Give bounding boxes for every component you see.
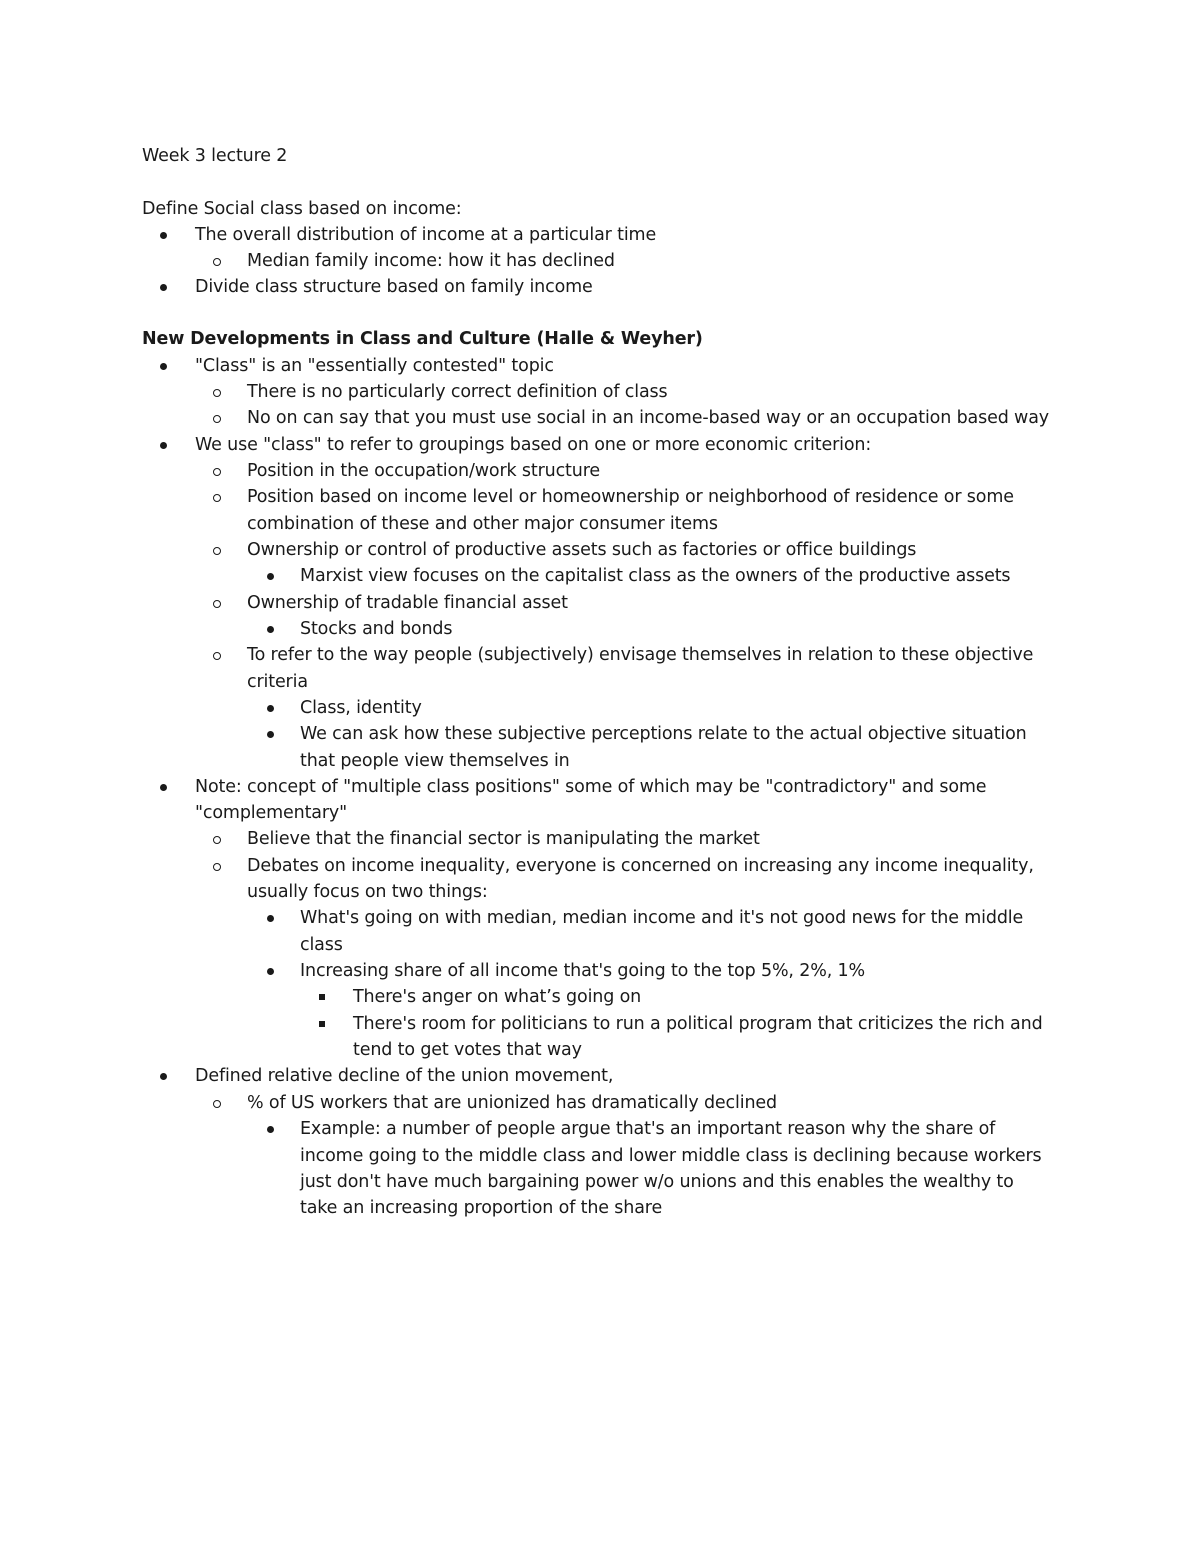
bullet-disc-icon	[160, 1073, 167, 1080]
list-item: Marxist view focuses on the capitalist class as the owners of the productive assets	[300, 566, 1011, 586]
bullet-disc-icon	[267, 915, 274, 922]
bullet-circle-icon	[213, 389, 221, 397]
bullet-circle-icon	[213, 468, 221, 476]
list-item: Ownership of tradable financial asset	[247, 593, 568, 613]
bullet-circle-icon	[213, 258, 221, 266]
bullet-circle-icon	[213, 600, 221, 608]
list-item: % of US workers that are unionized has dramatically declined	[247, 1093, 777, 1113]
list-item: Example: a number of people argue that's an important reason why the share of	[300, 1119, 996, 1139]
bullet-disc-icon	[267, 731, 274, 738]
bullet-disc-icon	[267, 573, 274, 580]
list-item: "Class" is an "essentially contested" topic	[195, 356, 554, 376]
list-item: To refer to the way people (subjectively) envisage themselves in relation to these objective	[247, 645, 1034, 665]
bullet-circle-icon	[213, 652, 221, 660]
list-item-continuation: criteria	[247, 672, 308, 692]
list-item-continuation: usually focus on two things:	[247, 882, 488, 902]
list-item-continuation: take an increasing proportion of the share	[300, 1198, 663, 1218]
list-item-continuation: that people view themselves in	[300, 751, 570, 771]
list-item: We use "class" to refer to groupings based on one or more economic criterion:	[195, 435, 872, 455]
bullet-circle-icon	[213, 547, 221, 555]
section-heading: Define Social class based on income:	[142, 199, 462, 219]
bullet-disc-icon	[267, 705, 274, 712]
list-item: No on can say that you must use social in an income-based way or an occupation based way	[247, 408, 1050, 428]
bullet-disc-icon	[267, 1126, 274, 1133]
bullet-disc-icon	[267, 626, 274, 633]
list-item-continuation: income going to the middle class and lower middle class is declining because workers	[300, 1146, 1042, 1166]
document-title: Week 3 lecture 2	[142, 146, 288, 166]
bullet-square-icon	[319, 1021, 325, 1027]
list-item: Median family income: how it has declined	[247, 251, 615, 271]
list-item: Note: concept of "multiple class positions" some of which may be "contradictory" and some	[195, 777, 987, 797]
list-item-continuation: "complementary"	[195, 803, 348, 823]
bullet-disc-icon	[160, 284, 167, 291]
list-item: We can ask how these subjective perceptions relate to the actual objective situation	[300, 724, 1027, 744]
bullet-circle-icon	[213, 415, 221, 423]
list-item: There is no particularly correct definition of class	[247, 382, 668, 402]
bullet-square-icon	[319, 994, 325, 1000]
bullet-disc-icon	[160, 784, 167, 791]
bullet-circle-icon	[213, 494, 221, 502]
list-item: Divide class structure based on family income	[195, 277, 593, 297]
bullet-disc-icon	[160, 442, 167, 449]
bullet-circle-icon	[213, 863, 221, 871]
list-item-continuation: tend to get votes that way	[353, 1040, 582, 1060]
list-item: Class, identity	[300, 698, 422, 718]
list-item: Stocks and bonds	[300, 619, 453, 639]
bullet-disc-icon	[267, 968, 274, 975]
list-item: The overall distribution of income at a particular time	[195, 225, 657, 245]
bullet-circle-icon	[213, 836, 221, 844]
list-item: There's room for politicians to run a political program that criticizes the rich and	[353, 1014, 1043, 1034]
section-heading: New Developments in Class and Culture (Halle & Weyher)	[142, 329, 703, 349]
list-item: Believe that the financial sector is manipulating the market	[247, 829, 760, 849]
list-item: Position in the occupation/work structure	[247, 461, 600, 481]
list-item-continuation: just don't have much bargaining power w/o unions and this enables the wealthy to	[300, 1172, 1014, 1192]
bullet-disc-icon	[160, 363, 167, 370]
list-item: What's going on with median, median income and it's not good news for the middle	[300, 908, 1024, 928]
list-item-continuation: class	[300, 935, 343, 955]
list-item: Increasing share of all income that's going to the top 5%, 2%, 1%	[300, 961, 865, 981]
list-item-continuation: combination of these and other major consumer items	[247, 514, 718, 534]
bullet-disc-icon	[160, 232, 167, 239]
list-item: Ownership or control of productive assets such as factories or office buildings	[247, 540, 917, 560]
list-item: Defined relative decline of the union movement,	[195, 1066, 614, 1086]
bullet-circle-icon	[213, 1100, 221, 1108]
list-item: There's anger on what’s going on	[353, 987, 642, 1007]
list-item: Debates on income inequality, everyone is concerned on increasing any income inequality,	[247, 856, 1034, 876]
list-item: Position based on income level or homeownership or neighborhood of residence or some	[247, 487, 1014, 507]
